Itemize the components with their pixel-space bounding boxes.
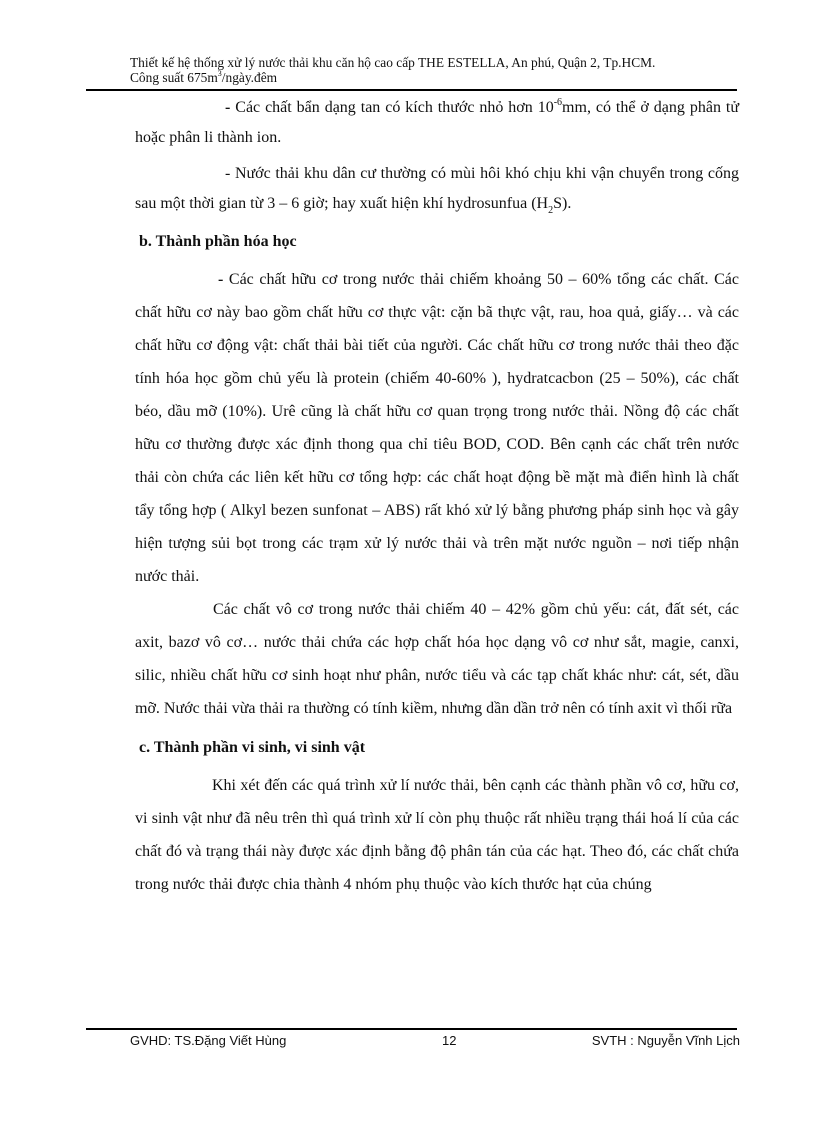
page-body bbox=[135, 93, 739, 901]
page-header bbox=[130, 55, 740, 85]
section-heading-c: c. Thành phần vi sinh, vi sinh vật bbox=[139, 739, 366, 756]
paragraph-dissolved bbox=[135, 93, 739, 153]
paragraph-dash: - bbox=[218, 271, 224, 288]
footer-advisor: GVHD: TS.Đặng Viết Hùng bbox=[130, 1033, 287, 1048]
paragraph-dissolved-text-b: mm, có thể ở dạng phân tử hoặc phân li thành ion. bbox=[135, 99, 739, 146]
header-capacity-suffix: /ngày.đêm bbox=[221, 70, 278, 85]
paragraph-odor-text-a: - Nước thải khu dân cư thường có mùi hôi khó chịu khi vận chuyển trong cống sau một thời gian từ 3 – 6 giờ; hay xuất hiện khí hydrosunfua (H bbox=[135, 165, 739, 212]
paragraph-organic bbox=[135, 263, 739, 593]
page-number: 12 bbox=[442, 1033, 457, 1048]
paragraph-odor bbox=[135, 159, 739, 219]
header-capacity-prefix: Công suất 675m bbox=[130, 70, 218, 85]
paragraph-dissolved-text-a: Các chất bẩn dạng tan có kích thước nhỏ hơn 10 bbox=[230, 99, 554, 116]
paragraph-organic-text: Các chất hữu cơ trong nước thải chiếm khoảng 50 – 60% tổng các chất. Các chất hữu cơ này bao gồm chất hữu cơ thực vật: cặn bã thực vật, rau, hoa quả, giấy… và các chất hữu cơ động vật: chất thải bài tiết của người. Các chất hữu cơ trong nước thải theo đặc tính hóa học gồm chủ yếu là protein (chiếm 40-60% ), hydratcacbon (25 – 50%), các chất béo, dầu mỡ (10%). Urê cũng là chất hữu cơ quan trọng trong nước thải. Nồng độ các chất hữu cơ thường được xác định thong qua chỉ tiêu BOD, COD. Bên cạnh các chất trên nước thải còn chứa các liên kết hữu cơ tổng hợp: các chất hoạt động bề mặt mà điển hình là chất tẩy tổng hợp ( Alkyl bezen sunfonat – ABS) rất khó xử lý bằng phương pháp sinh học và gây hiện tượng sủi bọt trong các trạm xử lý nước thải và trên mặt nước nguồn – nơi tiếp nhận nước thải. bbox=[135, 271, 739, 585]
header-capacity bbox=[130, 70, 740, 85]
paragraph-dissolved-sup: -6 bbox=[553, 96, 563, 108]
header-rule bbox=[86, 89, 737, 91]
paragraph-odor-sub: 2 bbox=[548, 205, 554, 217]
header-capacity-sup: 3 bbox=[217, 68, 222, 78]
paragraph-microbial: Khi xét đến các quá trình xử lí nước thải, bên cạnh các thành phần vô cơ, hữu cơ, vi sinh vật như đã nêu trên thì quá trình xử lí còn phụ thuộc rất nhiều trạng thái hoá lí của các chất đó và trạng thái này được xác định bằng độ phân tán của các hạt. Theo đó, các chất chứa trong nước thải được chia thành 4 nhóm phụ thuộc vào kích thước hạt của chúng bbox=[135, 777, 739, 893]
paragraph-dash: - bbox=[225, 99, 231, 116]
header-title: Thiết kế hệ thống xử lý nước thải khu căn hộ cao cấp THE ESTELLA, An phú, Quận 2, Tp.HCM. bbox=[130, 55, 656, 70]
footer-student: SVTH : Nguyễn Vĩnh Lịch bbox=[591, 1033, 740, 1048]
footer-rule bbox=[86, 1028, 737, 1030]
section-heading-b: b. Thành phần hóa học bbox=[139, 233, 297, 250]
paragraph-inorganic: Các chất vô cơ trong nước thải chiếm 40 – 42% gồm chủ yếu: cát, đất sét, các axit, bazơ vô cơ… nước thải chứa các hợp chất hóa học dạng vô cơ như sắt, magie, canxi, silic, nhiều chất hữu cơ sinh hoạt như phân, nước tiểu và các tạp chất khác như: cát, sét, dầu mỡ. Nước thải vừa thải ra thường có tính kiềm, nhưng dần dần trở nên có tính axit vì thối rữa bbox=[135, 601, 739, 717]
paragraph-odor-text-b: S). bbox=[553, 195, 572, 212]
